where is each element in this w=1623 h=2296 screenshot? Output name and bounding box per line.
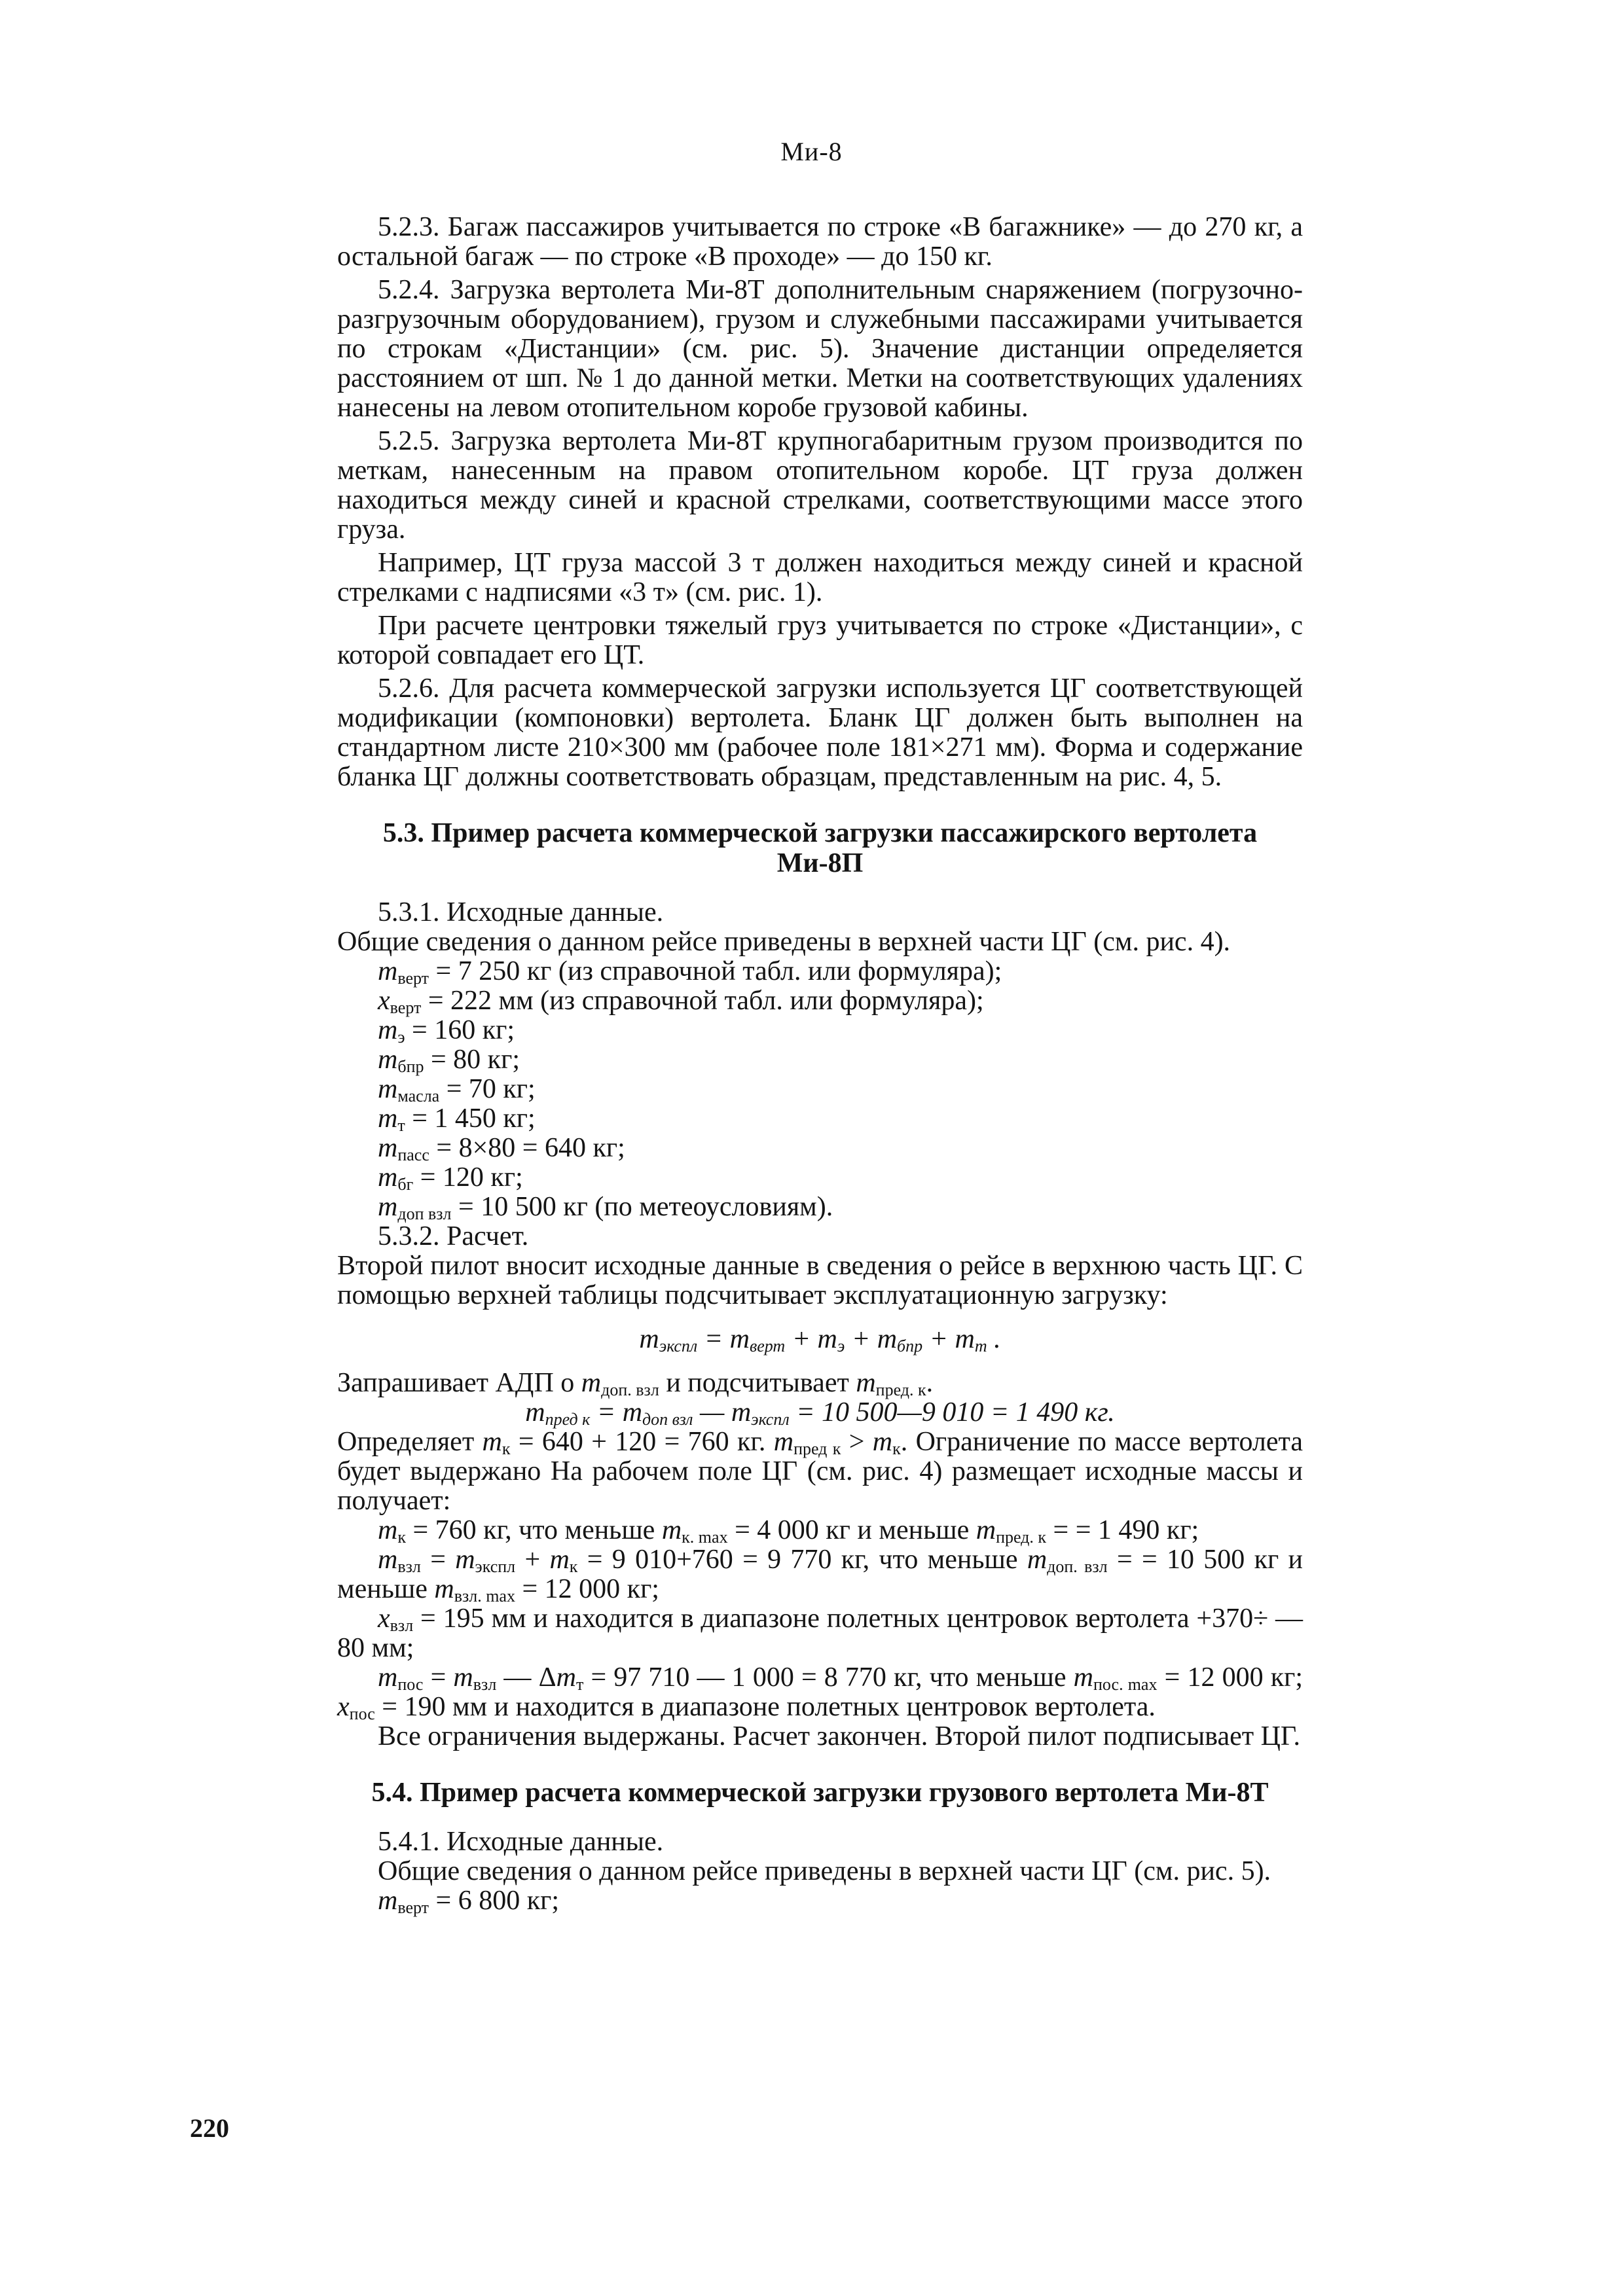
section-5-4-title: 5.4. Пример расчета коммерческой загрузки грузового вертолета Ми-8Т bbox=[371, 1778, 1269, 1808]
paragraph-5-4-1: 5.4.1. Исходные данные. bbox=[378, 1827, 664, 1857]
paragraph-calc-intro: Второй пилот вносит исходные данные в сведения о рейсе в верхнюю часть ЦГ. С помощью верхней таблицы подсчитывает эксплуатационную загрузку: bbox=[337, 1251, 1303, 1310]
paragraph-5-2-3: 5.2.3. Багаж пассажиров учитывается по строке «В багажнике» — до 270 кг, а остальной багаж — по строке «В проходе» — до 150 кг. bbox=[337, 212, 1303, 272]
paragraph-request-adp: Запрашивает АДП о $m_{доп. взл}$ и подсчитывает $m_{пред. к}$. bbox=[337, 1368, 934, 1399]
section-5-3-title: 5.3. Пример расчета коммерческой загрузки пассажирского вертолета Ми-8П bbox=[382, 818, 1258, 878]
paragraph-5-2-4: 5.2.4. Загрузка вертолета Ми-8Т дополнительным снаряжением (погрузочно-разгрузочным оборудованием), грузом и служебными пассажирами учитывается по строкам «Дистанции» (см. рис. 5). Значение дистанции определяется расстоянием от шп. № 1 до данной метки. Метки на соответствующих удалениях нанесены на левом отопительном коробе грузовой кабины. bbox=[337, 275, 1303, 423]
initial-data-item: $m_{верт} = 7$ 250 кг (из справочной табл. или формуляра); bbox=[378, 956, 1002, 988]
paragraph-5-2-6: 5.2.6. Для расчета коммерческой загрузки используется ЦГ соответствующей модификации (компоновки) вертолета. Бланк ЦГ должен быть выполнен на стандартном листе 210×300 мм (рабочее поле 181×271 мм). Форма и содержание бланка ЦГ должны соответствовать образцам, представленным на рис. 4, 5. bbox=[337, 673, 1303, 792]
initial-data-item: $m_э = 160$ кг; bbox=[378, 1015, 515, 1047]
paragraph-5-3-2: 5.3.2. Расчет. bbox=[378, 1221, 529, 1251]
equation-limit-load: $m_{пред к} = m_{доп взл}$ — $m_{экспл} = 10$ 500—9 010 = 1 490 кг. bbox=[525, 1397, 1115, 1429]
paragraph-determine: Определяет $m_к = 640 + 120 = 760$ кг. $m_{пред к} > m_к$. Ограничение по массе вертолета будет выдержано На рабочем поле ЦГ (см. рис. 4) размещает исходные массы и получает: bbox=[337, 1427, 1304, 1516]
paragraph-general-info-5-4: Общие сведения о данном рейсе приведены в верхней части ЦГ (см. рис. 5). bbox=[378, 1856, 1271, 1886]
initial-data-item: $m_{масла} = 70$ кг; bbox=[378, 1074, 536, 1105]
paragraph-example: Например, ЦТ груза массой 3 т должен находиться между синей и красной стрелками с надписями «3 т» (см. рис. 1). bbox=[337, 548, 1303, 607]
initial-data-item: $m_т = 1$ 450 кг; bbox=[378, 1103, 536, 1135]
main-text-column bbox=[337, 213, 1303, 1916]
data-helicopter-mass-8t: $m_{верт} = 6$ 800 кг; bbox=[378, 1886, 560, 1917]
initial-data-item: $m_{бпр} = 80$ кг; bbox=[378, 1045, 520, 1076]
result-takeoff-cg: $x_{взл} = 195$ мм и находится в диапазоне полетных центровок вертолета +370÷ —80 мм; bbox=[337, 1604, 1303, 1663]
page-number: 220 bbox=[190, 2113, 229, 2143]
paragraph-conclusion: Все ограничения выдержаны. Расчет закончен. Второй пилот подписывает ЦГ. bbox=[378, 1721, 1300, 1751]
paragraph-5-3-1: 5.3.1. Исходные данные. bbox=[378, 897, 664, 927]
initial-data-item: $m_{бг} = 120$ кг; bbox=[378, 1162, 523, 1194]
paragraph-general-info-5-3: Общие сведения о данном рейсе приведены в верхней части ЦГ (см. рис. 4). bbox=[337, 927, 1231, 957]
paragraph-5-2-5: 5.2.5. Загрузка вертолета Ми-8Т крупногабаритным грузом производится по меткам, нанесенным на правом отопительном коробе. ЦТ груза должен находиться между синей и красной стрелками, соответствующими массе этого груза. bbox=[337, 426, 1303, 545]
initial-data-item: $x_{верт} = 222$ мм (из справочной табл. или формуляра); bbox=[378, 986, 984, 1017]
result-takeoff-mass: $m_{взл} = m_{экспл} + m_к = 9$ 010+760 = 9 770 кг, что меньше $m_{доп. взл}$ = = 10 500 кг и меньше $m_{взл. max} = 12$ 000 кг; bbox=[337, 1545, 1304, 1605]
initial-data-item: $m_{пасс} = 8\times 80 = 640$ кг; bbox=[378, 1133, 625, 1164]
paragraph-heavy-cargo: При расчете центровки тяжелый груз учитывается по строке «Дистанции», с которой совпадает его ЦТ. bbox=[337, 611, 1303, 670]
initial-data-item: $m_{доп взл} = 10$ 500 кг (по метеоусловиям). bbox=[378, 1192, 833, 1223]
equation-operational-load: $m_{экспл} = m_{верт} + m_э + m_{бпр} + m_т$ . bbox=[639, 1324, 1001, 1355]
initial-data-list bbox=[337, 957, 1303, 1222]
result-landing-mass: $m_{пос} = m_{взл}$ — $\Delta m_т = 97$ 710 — 1 000 = 8 770 кг, что меньше $m_{пос. max} = 12$ 000 кг; $x_{пос} = 190$ мм и находится в диапазоне полетных центровок вертолета. bbox=[337, 1662, 1304, 1723]
running-header: Ми-8 bbox=[780, 137, 843, 166]
result-commercial-load: $m_к = 760$ кг, что меньше $m_{к. max} = 4$ 000 кг и меньше $m_{пред. к}$ = = 1 490 кг; bbox=[378, 1515, 1199, 1547]
